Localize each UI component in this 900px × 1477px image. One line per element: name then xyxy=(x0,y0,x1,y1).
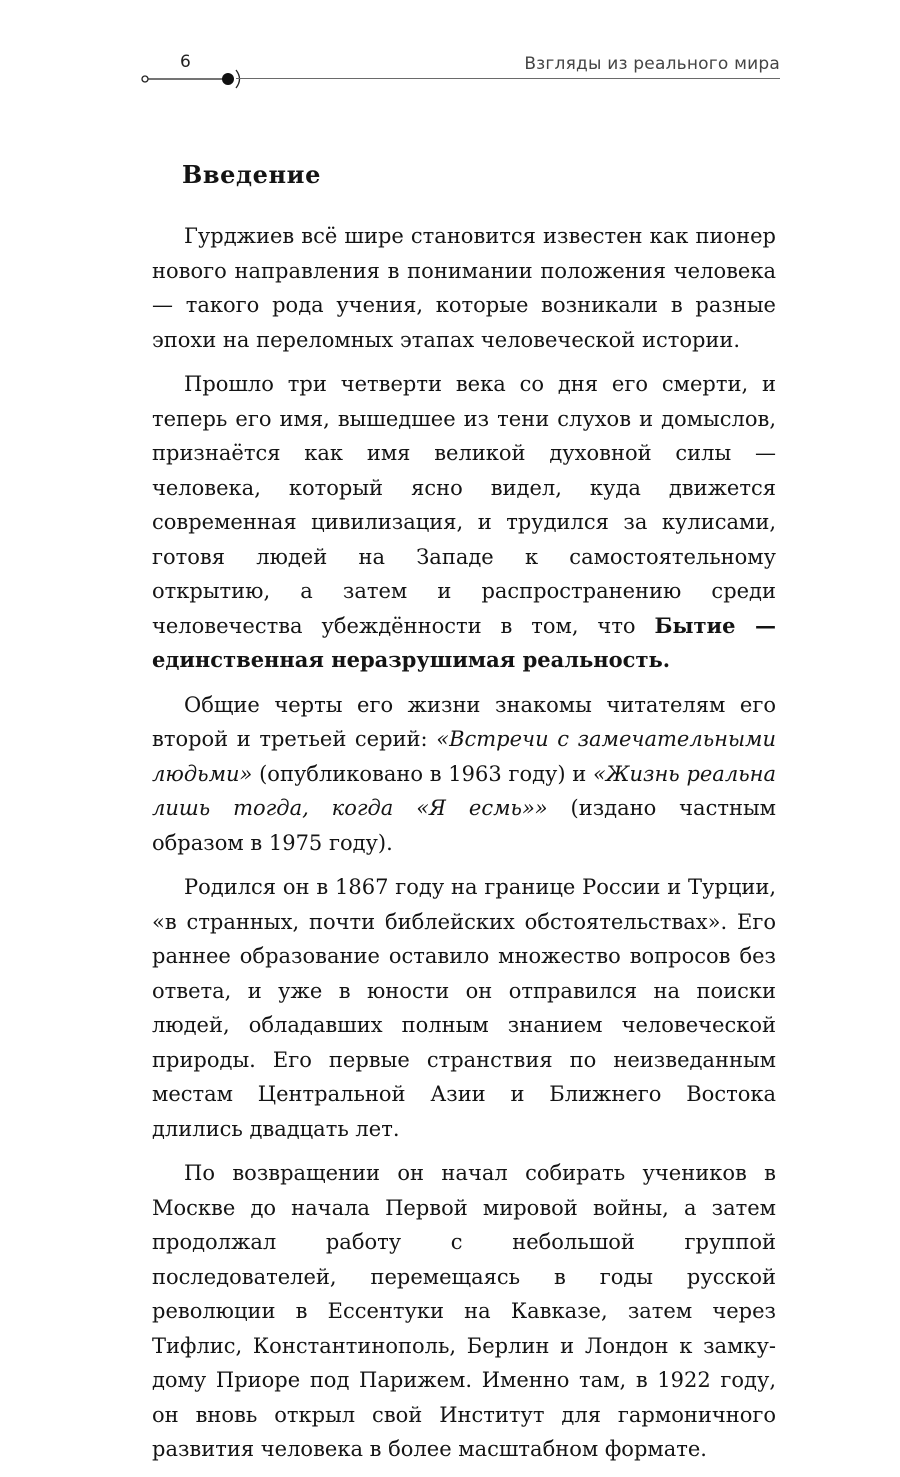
paragraph-2-text: Прошло три четверти века со дня его смерти, и теперь его имя, вышедшее из тени слухов и домыслов, признаётся как имя великой духовной силы — человека, который ясно видел, куда движется современная цивилизация, и трудился за кулисами, готовя людей на Западе к самостоятельному открытию, а затем и распространению среди человечества убеждённости в том, что xyxy=(152,372,776,638)
running-header xyxy=(140,48,780,88)
paragraph-5: По возвращении он начал собирать учеников в Москве до начала Первой мировой войны, а затем продолжал работу с небольшой группой последователей, перемещаясь в годы русской революции в Ессентуки на Кавказе, затем через Тифлис, Константинополь, Берлин и Лондон к замку-дому Приоре под Парижем. Именно там, в 1922 году, он вновь открыл свой Институт для гармоничного развития человека в более масштабном формате. xyxy=(152,1161,776,1461)
paragraph-4: Родился он в 1867 году на границе России и Турции, «в странных, почти библейских обстоятельствах». Его раннее образование оставило множество вопросов без ответа, и уже в юности он отправился на поиски людей, обладавших полным знанием человеческой природы. Его первые странствия по неизведанным местам Центральной Азии и Ближнего Востока длились двадцать лет. xyxy=(152,875,776,1141)
page-number: 6 xyxy=(180,52,191,72)
main-text xyxy=(152,160,776,1477)
header-rule xyxy=(236,78,780,79)
paragraph-3 xyxy=(152,688,776,861)
book-title-life-is-real: «Жизнь реальна лишь тогда, когда «Я есмь»» xyxy=(152,761,776,820)
paragraph-2-bold: Бытие — единственная неразрушимая реальность. xyxy=(152,612,776,672)
section-title: Введение xyxy=(182,160,321,189)
book-title-meetings: «Встречи с замечательными людьми» xyxy=(152,727,776,786)
paragraph-2 xyxy=(152,367,776,678)
paragraph-1: Гурджиев всё шире становится известен как пионер нового направления в понимании положения человека — такого рода учения, которые возникали в разные эпохи на переломных этапах человеческой истории. xyxy=(152,224,776,352)
paragraph-3-text-c: (издано частным образом в 1975 году). xyxy=(152,796,776,855)
header-ornament-icon xyxy=(140,68,250,90)
running-title: Взгляды из реального мира xyxy=(524,54,780,74)
paragraph-3-text-a: Общие черты его жизни знакомы читателям его второй и третьей серий: xyxy=(152,692,776,751)
paragraph-3-text-b: (опубликовано в 1963 году) и xyxy=(252,761,594,786)
